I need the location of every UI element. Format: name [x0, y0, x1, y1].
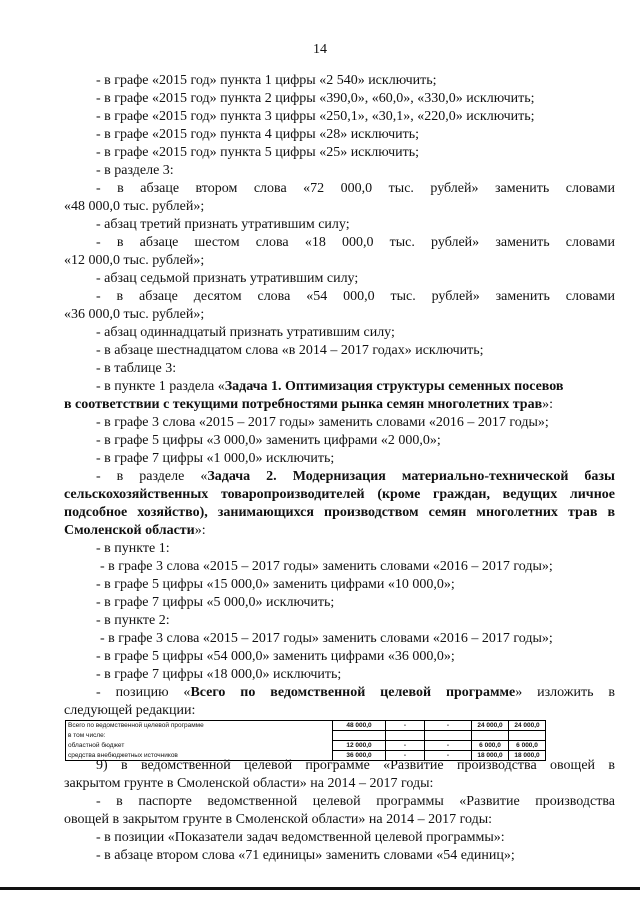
- table-cell: 36 000,0: [333, 751, 386, 761]
- table-cell: 18 000,0: [509, 751, 546, 761]
- text-line: - в графе 5 цифры «15 000,0» заменить цифрами «10 000,0»;: [96, 577, 455, 592]
- text-line: - в пункте 2:: [96, 613, 170, 628]
- table-cell: -: [386, 751, 425, 761]
- bold-heading: в соответствии с текущими потребностями рынка семян многолетних трав: [64, 397, 543, 412]
- table-cell: -: [425, 741, 472, 751]
- budget-table: [65, 720, 546, 761]
- table-cell: 24 000,0: [472, 721, 509, 731]
- table-cell: 12 000,0: [333, 741, 386, 751]
- text-line: - в графе 3 слова «2015 – 2017 годы» заменить словами «2016 – 2017 годы»;: [100, 631, 553, 646]
- page-number: 14: [313, 42, 327, 57]
- text-line: - в абзаце втором слова «72 000,0 тыс. рублей» заменить словами: [96, 181, 615, 196]
- text-line: - позицию «Всего по ведомственной целевой программе» изложить в: [96, 685, 615, 700]
- text-line: - в пункте 1:: [96, 541, 170, 556]
- bold-heading: Задача 2. Модернизация материально-технической базы: [207, 469, 615, 484]
- text-line: - в графе 7 цифры «1 000,0» исключить;: [96, 451, 335, 466]
- text-line: - в графе «2015 год» пункта 2 цифры «390,0», «60,0», «330,0» исключить;: [96, 91, 535, 106]
- text-line: - в графе 7 цифры «18 000,0» исключить;: [96, 667, 342, 682]
- table-row: [66, 731, 546, 741]
- text-line: - в абзаце десятом слова «54 000,0 тыс. рублей» заменить словами: [96, 289, 615, 304]
- table-cell-label: Всего по ведомственной целевой программе: [66, 721, 333, 731]
- text-line: в соответствии с текущими потребностями рынка семян многолетних трав»:: [64, 397, 554, 412]
- table-cell: [333, 731, 386, 741]
- table-cell: -: [386, 741, 425, 751]
- table-cell: [425, 731, 472, 741]
- text-line: - в графе 3 слова «2015 – 2017 годы» заменить словами «2016 – 2017 годы»;: [96, 415, 549, 430]
- text-line: - абзац седьмой признать утратившим силу;: [96, 271, 359, 286]
- table-cell: -: [425, 721, 472, 731]
- text-line: «12 000,0 тыс. рублей»;: [64, 253, 205, 268]
- text-line: - в графе «2015 год» пункта 3 цифры «250,1», «30,1», «220,0» исключить;: [96, 109, 535, 124]
- table-cell: 48 000,0: [333, 721, 386, 731]
- table-cell: 24 000,0: [509, 721, 546, 731]
- text-line: овощей в закрытом грунте в Смоленской области» на 2014 – 2017 годы:: [64, 812, 492, 827]
- text-line: [64, 486, 615, 504]
- table-cell: [386, 731, 425, 741]
- text-line: «36 000,0 тыс. рублей»;: [64, 307, 205, 322]
- text-line: «48 000,0 тыс. рублей»;: [64, 199, 205, 214]
- text-line: - в графе «2015 год» пункта 4 цифры «28» исключить;: [96, 127, 420, 142]
- bold-heading: подсобное хозяйство), занимающихся производством семян многолетних трав в: [64, 505, 615, 520]
- text-line: - в разделе 3:: [96, 163, 174, 178]
- bottom-rule: [0, 887, 640, 890]
- table-cell-label: в том числе:: [66, 731, 333, 741]
- text-line: - в паспорте ведомственной целевой программы «Развитие производства: [96, 794, 615, 809]
- text-line: - в графе 5 цифры «3 000,0» заменить цифрами «2 000,0»;: [96, 433, 441, 448]
- text-line: - в графе 5 цифры «54 000,0» заменить цифрами «36 000,0»;: [96, 649, 455, 664]
- table-cell: [509, 731, 546, 741]
- bold-heading: Всего по ведомственной целевой программе: [190, 685, 516, 700]
- text-line: следующей редакции:: [64, 703, 196, 718]
- bold-heading: Смоленской области: [64, 523, 195, 538]
- bold-heading: Задача 1. Оптимизация структуры семенных посевов: [224, 379, 564, 394]
- bold-heading: сельскохозяйственных товаропроизводителей (кроме граждан, ведущих личное: [64, 487, 615, 502]
- text-line: - абзац третий признать утратившим силу;: [96, 217, 350, 232]
- text-line: - в таблице 3:: [96, 361, 177, 376]
- text-line: закрытом грунте в Смоленской области» на 2014 – 2017 годы:: [64, 776, 434, 791]
- table-cell: 6 000,0: [472, 741, 509, 751]
- text-line: - в позиции «Показатели задач ведомственной целевой программы»:: [96, 830, 505, 845]
- text-line: - в пункте 1 раздела «Задача 1. Оптимизация структуры семенных посевов: [96, 379, 564, 394]
- text-line: - в разделе «Задача 2. Модернизация материально-технической базы: [96, 469, 615, 484]
- text-line: 9) в ведомственной целевой программе «Развитие производства овощей в: [96, 758, 615, 773]
- table-row: [66, 741, 546, 751]
- table-cell: -: [425, 751, 472, 761]
- text-line: Смоленской области»:: [64, 523, 206, 538]
- text-line: - в абзаце шестом слова «18 000,0 тыс. рублей» заменить словами: [96, 235, 615, 250]
- table-cell-label: областной бюджет: [66, 741, 333, 751]
- text-line: - в графе «2015 год» пункта 1 цифры «2 540» исключить;: [96, 73, 437, 88]
- table-row: [66, 721, 546, 731]
- table-cell-label: средства внебюджетных источников: [66, 751, 333, 761]
- text-line: - в графе «2015 год» пункта 5 цифры «25» исключить;: [96, 145, 420, 160]
- table-cell: 6 000,0: [509, 741, 546, 751]
- text-line: - в абзаце шестнадцатом слова «в 2014 – 2017 годах» исключить;: [96, 343, 484, 358]
- table-cell: -: [386, 721, 425, 731]
- text-line: - в графе 3 слова «2015 – 2017 годы» заменить словами «2016 – 2017 годы»;: [100, 559, 553, 574]
- table-cell: [472, 731, 509, 741]
- text-line: - абзац одиннадцатый признать утратившим силу;: [96, 325, 395, 340]
- text-line: [64, 504, 615, 522]
- text-line: - в графе 7 цифры «5 000,0» исключить;: [96, 595, 335, 610]
- table-cell: 18 000,0: [472, 751, 509, 761]
- text-line: - в абзаце втором слова «71 единицы» заменить словами «54 единиц»;: [96, 848, 515, 863]
